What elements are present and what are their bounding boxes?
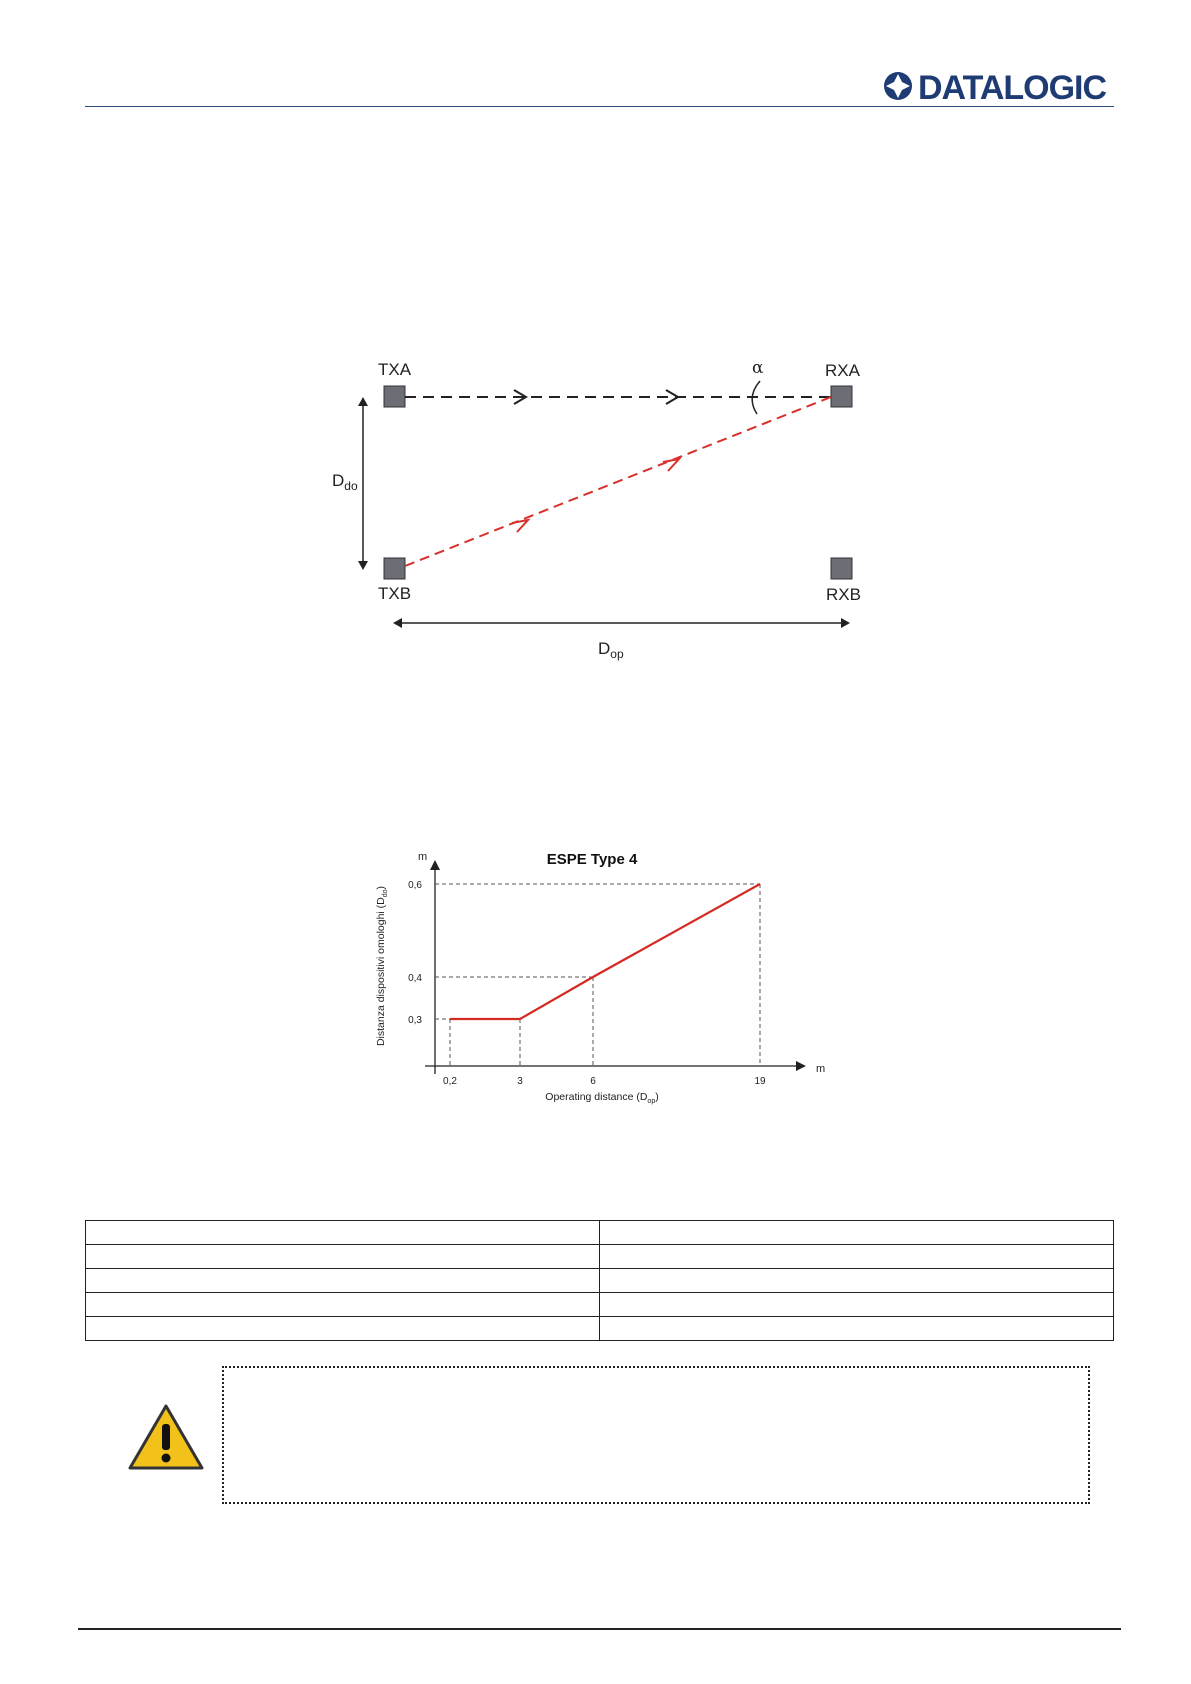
espe-type4-chart — [370, 846, 830, 1106]
rxa-device — [831, 386, 852, 407]
table-cell — [600, 1317, 1114, 1341]
label-ddo: $D_{do}$ — [332, 471, 358, 493]
rxb-device — [831, 558, 852, 579]
label-rxa: RXA — [825, 361, 860, 380]
table-cell — [86, 1317, 600, 1341]
spec-table — [85, 1220, 1114, 1341]
y-tick-label: 0,4 — [408, 973, 422, 984]
table-cell — [86, 1293, 600, 1317]
table-cell — [86, 1245, 600, 1269]
x-axis-arrow — [796, 1061, 806, 1071]
table-row — [86, 1245, 1114, 1269]
table-row — [86, 1317, 1114, 1341]
table-cell — [600, 1293, 1114, 1317]
y-axis-label: Distanza dispositivi omologhi $(D_{do})$ — [375, 885, 389, 1047]
interference-beam — [405, 397, 831, 566]
datalogic-logo — [882, 66, 1112, 106]
y-axis-arrow — [430, 860, 440, 870]
table-cell — [600, 1269, 1114, 1293]
warning-text — [224, 1368, 1088, 1388]
label-txa: TXA — [378, 360, 412, 379]
x-tick-label: 0,2 — [443, 1076, 457, 1087]
x-unit-label: m — [816, 1063, 826, 1075]
label-txb: TXB — [378, 584, 412, 603]
y-tick-label: 0,6 — [408, 880, 422, 891]
y-tick-label: 0,3 — [408, 1015, 422, 1026]
table-cell — [600, 1245, 1114, 1269]
label-dop: $D_{op}$ — [598, 639, 624, 661]
table-row — [86, 1221, 1114, 1245]
chart-title: ESPE Type 4 — [546, 851, 638, 868]
table-cell — [600, 1221, 1114, 1245]
brand-name: DATALOGIC — [918, 69, 1107, 106]
interference-arrow-1 — [512, 520, 528, 532]
beam-interference-diagram — [320, 355, 890, 675]
label-rxb: RXB — [826, 585, 861, 604]
table-cell — [86, 1221, 600, 1245]
table-cell — [86, 1269, 600, 1293]
footer-divider — [78, 1628, 1121, 1630]
series-line — [450, 884, 760, 1019]
x-tick-label: 3 — [517, 1076, 523, 1087]
label-alpha: α — [752, 358, 764, 378]
txb-device — [384, 558, 405, 579]
table-row — [86, 1269, 1114, 1293]
txa-device — [384, 386, 405, 407]
warning-triangle-icon — [126, 1402, 206, 1472]
header-divider — [85, 106, 1114, 107]
y-unit-label: m — [418, 851, 428, 863]
x-tick-label: 6 — [590, 1076, 596, 1087]
table-row — [86, 1293, 1114, 1317]
x-axis-label: Operating distance $(D_{op})$ — [545, 1091, 659, 1105]
warning-box — [222, 1366, 1090, 1504]
x-tick-label: 19 — [754, 1076, 766, 1087]
interference-arrow-2 — [663, 459, 679, 471]
